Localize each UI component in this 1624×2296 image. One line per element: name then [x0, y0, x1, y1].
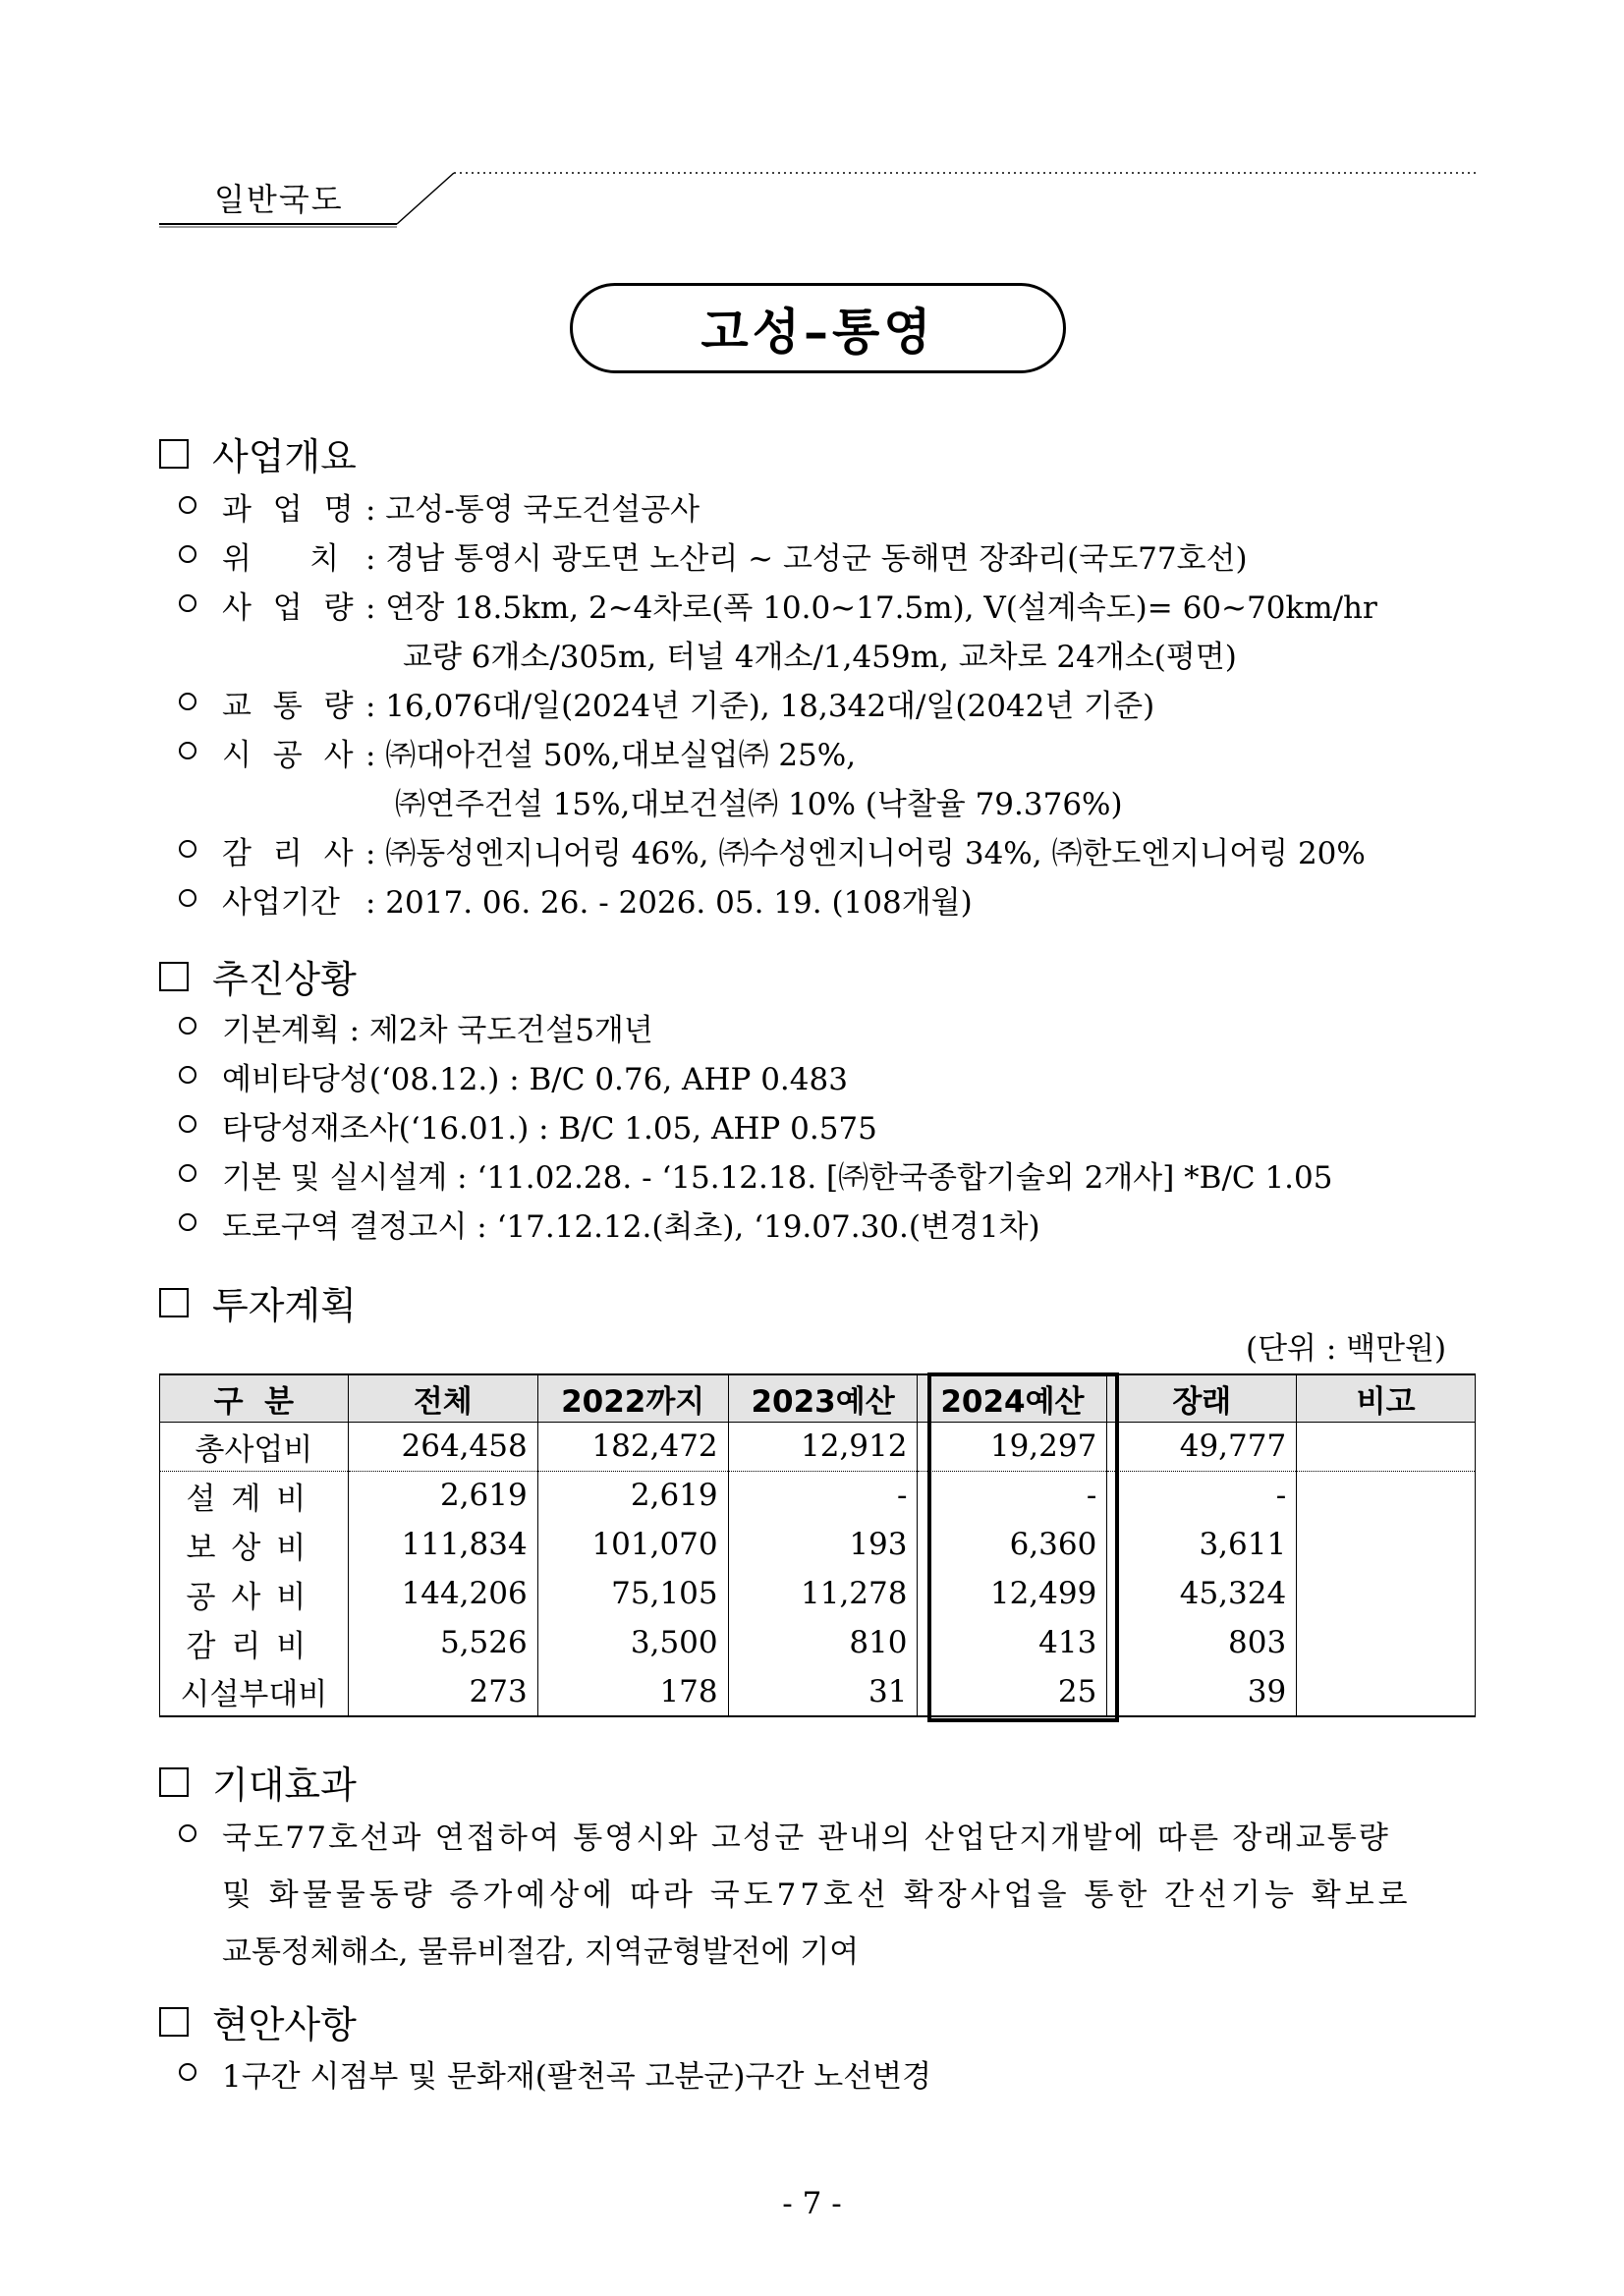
table-cell: 49,777 [1107, 1422, 1297, 1471]
circle-bullet-icon [179, 2063, 196, 2081]
section-issues [159, 1994, 357, 2048]
overview-row-supervisor [0, 828, 1624, 871]
table-cell: 182,472 [537, 1422, 728, 1471]
row-label: 공사비 [160, 1569, 349, 1618]
investment-table [159, 1373, 1476, 1717]
table-cell [1297, 1471, 1476, 1520]
table-row [160, 1520, 1476, 1569]
effects-text: 국도77호선과 연접하여 통영시와 고성군 관내의 산업단지개발에 따른 장래교통량 [222, 1820, 1391, 1856]
table-cell: 101,070 [537, 1520, 728, 1569]
column-header: 전체 [348, 1374, 537, 1422]
row-label: 총사업비 [160, 1422, 349, 1471]
row-value: : 고성-통영 국도건설공사 [365, 492, 700, 528]
circle-bullet-icon [179, 693, 196, 710]
effects-line [0, 1927, 1624, 1970]
table-cell [1297, 1618, 1476, 1667]
effects-line [0, 1870, 1624, 1913]
progress-item [0, 1005, 1624, 1048]
table-header-row [160, 1374, 1476, 1422]
table-cell: 193 [728, 1520, 918, 1569]
table-cell [1297, 1520, 1476, 1569]
overview-row-name [0, 484, 1624, 528]
table-row [160, 1422, 1476, 1471]
overview-row-traffic [0, 681, 1624, 724]
progress-item [0, 1152, 1624, 1196]
section-title: 현안사항 [212, 2003, 357, 2046]
row-label: 교 통 량 [222, 689, 360, 724]
header-tab [159, 155, 1476, 228]
row-label: 설계비 [160, 1471, 349, 1520]
table-cell: 12,499 [918, 1569, 1107, 1618]
row-label: 감 리 사 [222, 836, 360, 871]
circle-bullet-icon [179, 1115, 196, 1133]
section-title: 추진상황 [212, 958, 357, 1001]
circle-bullet-icon [179, 1824, 196, 1842]
checkbox-square-icon [159, 2007, 189, 2037]
table-cell: 25 [918, 1667, 1107, 1716]
row-value: 교량 6개소/305m, 터널 4개소/1,459m, 교차로 24개소(평면) [403, 640, 1237, 675]
row-label: 사업기간 [222, 885, 340, 921]
table-cell: 413 [918, 1618, 1107, 1667]
progress-text: 기본 및 실시설계 : ‘11.02.28. - ‘15.12.18. [㈜한국종합기술외 2개사] *B/C 1.05 [222, 1160, 1333, 1196]
column-header: 비고 [1297, 1374, 1476, 1422]
row-value: : 연장 18.5km, 2∼4차로(폭 10.0~17.5m), V(설계속도)= 60~70km/hr [365, 590, 1377, 626]
effects-line [0, 1813, 1624, 1856]
circle-bullet-icon [179, 742, 196, 759]
section-title: 사업개요 [212, 435, 357, 478]
table-cell: 6,360 [918, 1520, 1107, 1569]
table-cell: 39 [1107, 1667, 1297, 1716]
table-cell: 2,619 [348, 1471, 537, 1520]
table-cell: 273 [348, 1667, 537, 1716]
table-cell: 3,611 [1107, 1520, 1297, 1569]
section-progress [159, 949, 357, 1003]
table-row [160, 1471, 1476, 1520]
checkbox-square-icon [159, 1288, 189, 1317]
effects-text: 및 화물물동량 증가예상에 따라 국도77호선 확장사업을 통한 간선기능 확보로 [222, 1877, 1412, 1913]
circle-bullet-icon [179, 1066, 196, 1084]
overview-row-location [0, 533, 1624, 577]
overview-row-contractor-cont [0, 779, 1624, 822]
table-cell: - [1107, 1471, 1297, 1520]
checkbox-square-icon [159, 439, 189, 469]
table-cell: 45,324 [1107, 1569, 1297, 1618]
row-value: : 16,076대/일(2024년 기준), 18,342대/일(2042년 기준) [365, 689, 1155, 724]
circle-bullet-icon [179, 496, 196, 514]
overview-row-scope [0, 583, 1624, 626]
progress-text: 기본계획 : 제2차 국도건설5개년 [222, 1013, 653, 1048]
circle-bullet-icon [179, 545, 196, 563]
table-cell [1297, 1667, 1476, 1716]
table-row [160, 1569, 1476, 1618]
table-cell: 31 [728, 1667, 918, 1716]
header-label: 일반국도 [214, 181, 344, 218]
table-cell: 12,912 [728, 1422, 918, 1471]
section-investment [159, 1275, 357, 1329]
row-label: 과 업 명 [222, 492, 360, 528]
table-cell: 810 [728, 1618, 918, 1667]
title-box [570, 283, 1066, 373]
row-value: : 2017. 06. 26. - 2026. 05. 19. (108개월) [365, 885, 973, 921]
row-value: : ㈜동성엔지니어링 46%, ㈜수성엔지니어링 34%, ㈜한도엔지니어링 20% [365, 836, 1366, 871]
row-value: ㈜연주건설 15%,대보건설㈜ 10% (낙찰율 79.376%) [395, 787, 1123, 822]
circle-bullet-icon [179, 1017, 196, 1035]
issues-text: 1구간 시점부 및 문화재(팔천곡 고분군)구간 노선변경 [222, 2059, 932, 2095]
table-cell [1297, 1422, 1476, 1471]
row-label: 감리비 [160, 1618, 349, 1667]
section-overview [159, 426, 357, 480]
effects-text: 교통정체해소, 물류비절감, 지역균형발전에 기여 [222, 1934, 860, 1970]
overview-row-period [0, 877, 1624, 921]
progress-text: 도로구역 결정고시 : ‘17.12.12.(최초), ‘19.07.30.(변경1차) [222, 1209, 1040, 1245]
row-label: 시 공 사 [222, 738, 360, 773]
table-cell: - [728, 1471, 918, 1520]
progress-item [0, 1103, 1624, 1147]
column-header: 구 분 [160, 1374, 349, 1422]
row-label: 위 치 [222, 541, 340, 577]
progress-text: 타당성재조사(‘16.01.) : B/C 1.05, AHP 0.575 [222, 1111, 877, 1147]
table-cell [1297, 1569, 1476, 1618]
table-cell: 111,834 [348, 1520, 537, 1569]
overview-row-contractor [0, 730, 1624, 773]
table-cell: 264,458 [348, 1422, 537, 1471]
table-cell: 5,526 [348, 1618, 537, 1667]
table-cell: 19,297 [918, 1422, 1107, 1471]
circle-bullet-icon [179, 1213, 196, 1231]
table-row [160, 1618, 1476, 1667]
section-title: 투자계획 [212, 1284, 357, 1327]
table-row [160, 1667, 1476, 1716]
table-cell: 803 [1107, 1618, 1297, 1667]
column-header: 장래 [1107, 1374, 1297, 1422]
progress-item [0, 1054, 1624, 1097]
column-header: 2024예산 [918, 1374, 1107, 1422]
table-cell: - [918, 1471, 1107, 1520]
row-value: : ㈜대아건설 50%,대보실업㈜ 25%, [365, 738, 857, 773]
header-tab-outline [159, 155, 1476, 228]
circle-bullet-icon [179, 889, 196, 907]
table-cell: 11,278 [728, 1569, 918, 1618]
page-number: - 7 - [782, 2186, 842, 2221]
table-cell: 75,105 [537, 1569, 728, 1618]
table-cell: 144,206 [348, 1569, 537, 1618]
table-cell: 3,500 [537, 1618, 728, 1667]
checkbox-square-icon [159, 962, 189, 991]
circle-bullet-icon [179, 594, 196, 612]
page-title: 고성–통영 [700, 303, 935, 361]
table-cell: 178 [537, 1667, 728, 1716]
section-effects [159, 1755, 357, 1809]
issues-line [0, 2051, 1624, 2095]
overview-row-scope-cont [0, 632, 1624, 675]
row-label: 시설부대비 [160, 1667, 349, 1716]
row-label: 보상비 [160, 1520, 349, 1569]
table-cell: 2,619 [537, 1471, 728, 1520]
circle-bullet-icon [179, 840, 196, 858]
circle-bullet-icon [179, 1164, 196, 1182]
row-label: 사 업 량 [222, 590, 360, 626]
progress-text: 예비타당성(‘08.12.) : B/C 0.76, AHP 0.483 [222, 1062, 848, 1097]
section-title: 기대효과 [212, 1764, 357, 1807]
column-header: 2023예산 [728, 1374, 918, 1422]
checkbox-square-icon [159, 1767, 189, 1797]
column-header: 2022까지 [537, 1374, 728, 1422]
table-unit-label: (단위 : 백만원) [1246, 1331, 1447, 1367]
progress-item [0, 1202, 1624, 1245]
row-value: : 경남 통영시 광도면 노산리 ~ 고성군 동해면 장좌리(국도77호선) [365, 541, 1248, 577]
